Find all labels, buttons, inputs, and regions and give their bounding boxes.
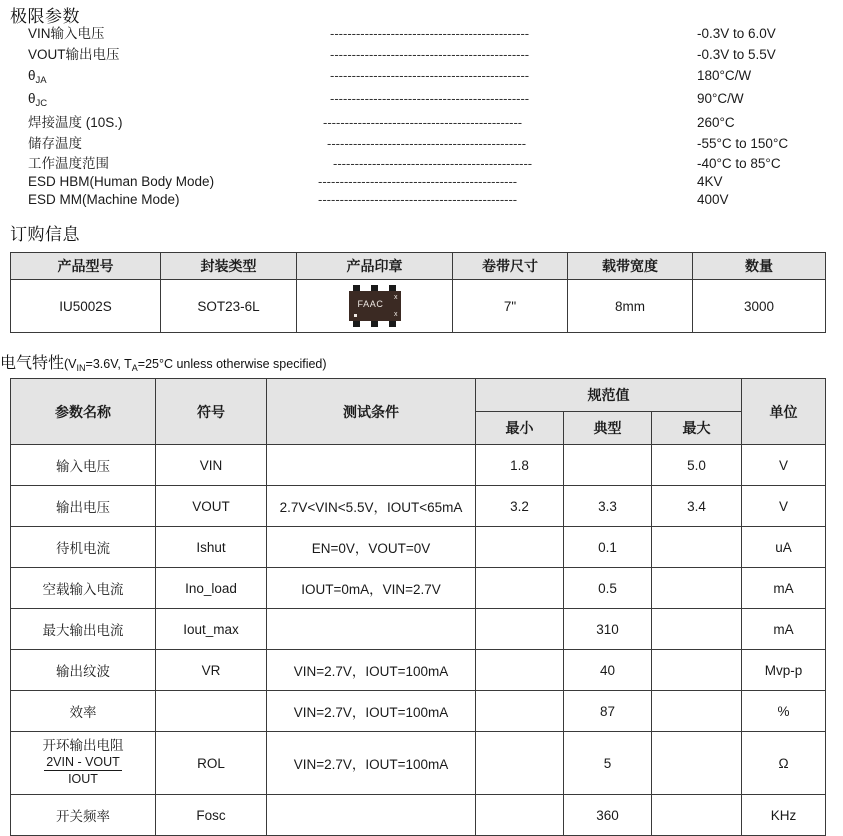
ec-cell-typ: 310	[564, 609, 652, 650]
ec-cell-typ: 87	[564, 691, 652, 732]
ec-cell-symbol: Ino_load	[156, 568, 267, 609]
rating-parameter-label: 储存温度	[28, 136, 82, 151]
electrical-characteristics-heading: 电气特性	[0, 355, 65, 372]
table-row	[11, 568, 826, 609]
rating-parameter-label: VIN输入电压	[28, 26, 105, 41]
ec-cell-typ: 5	[564, 732, 652, 795]
ec-cell-parameter: 最大输出电流	[11, 609, 156, 650]
rating-value: -0.3V to 5.5V	[697, 47, 776, 62]
ec-cell-parameter: 空载输入电流	[11, 568, 156, 609]
ec-cell-symbol	[156, 691, 267, 732]
ec-header-typ: 典型	[564, 412, 652, 445]
absolute-max-rating-row	[0, 172, 843, 192]
ordering-information-table	[10, 252, 826, 333]
package-marking-x-bottom: x	[394, 311, 398, 318]
ec-cell-parameter: 输出电压	[11, 486, 156, 527]
ec-header-test-conditions: 测试条件	[267, 379, 476, 445]
ordering-header-part-number: 产品型号	[11, 253, 161, 280]
ec-cell-min	[476, 691, 564, 732]
absolute-max-rating-row	[0, 66, 843, 86]
table-row	[11, 795, 826, 836]
cond-sub-a: A	[131, 363, 138, 373]
absolute-max-rating-row	[0, 113, 843, 133]
electrical-characteristics-table	[10, 378, 826, 836]
ec-header-min: 最小	[476, 412, 564, 445]
ec-header-row-1	[11, 379, 826, 412]
parameter-with-formula	[11, 738, 155, 788]
absolute-max-rating-row	[0, 154, 843, 174]
table-row	[11, 650, 826, 691]
absolute-maximum-ratings-title: 极限参数	[10, 7, 80, 26]
ec-cell-max: 5.0	[652, 445, 742, 486]
ec-parameter-label: 开环输出电阻	[42, 737, 124, 753]
absolute-max-rating-row	[0, 89, 843, 109]
ec-cell-symbol: Fosc	[156, 795, 267, 836]
ordering-header-tape-width: 载带宽度	[568, 253, 693, 280]
table-row	[11, 732, 826, 795]
ec-cell-unit: mA	[742, 609, 826, 650]
rating-dotted-leader: ----------------------------------------------	[330, 26, 530, 41]
package-marking-text: FAAC	[357, 299, 384, 309]
rating-dotted-leader: ----------------------------------------------	[318, 174, 518, 189]
ec-cell-symbol: VIN	[156, 445, 267, 486]
ec-cell-parameter: 输入电压	[11, 445, 156, 486]
table-row	[11, 280, 826, 333]
ec-cell-unit: Ω	[742, 732, 826, 795]
cond-sub-in: IN	[76, 363, 86, 373]
ordering-cell-marking	[297, 280, 453, 333]
ordering-cell-tape-width: 8mm	[568, 280, 693, 333]
ec-cell-unit: V	[742, 445, 826, 486]
rating-parameter-subscript: JA	[35, 75, 47, 86]
package-marking-x-top: x	[394, 294, 398, 301]
rating-dotted-leader: ----------------------------------------------	[327, 136, 527, 151]
ec-cell-max	[652, 609, 742, 650]
ec-cell-test-conditions: VIN=2.7V，IOUT=100mA	[267, 650, 476, 691]
ordering-cell-quantity: 3000	[693, 280, 826, 333]
absolute-max-rating-row	[0, 190, 843, 210]
rating-parameter-label: 工作温度范围	[28, 156, 109, 171]
ec-cell-test-conditions	[267, 609, 476, 650]
ordering-header-reel-size: 卷带尺寸	[453, 253, 568, 280]
ec-cell-min	[476, 795, 564, 836]
cond-suffix: =25°C unless otherwise specified)	[137, 357, 327, 371]
rating-value: -55°C to 150°C	[697, 136, 789, 151]
ec-cell-symbol: Iout_max	[156, 609, 267, 650]
ec-cell-min: 1.8	[476, 445, 564, 486]
ec-cell-test-conditions	[267, 445, 476, 486]
rating-dotted-leader: ----------------------------------------------	[333, 156, 533, 171]
ec-cell-min	[476, 732, 564, 795]
absolute-max-rating-row	[0, 134, 843, 154]
ec-cell-min	[476, 527, 564, 568]
table-row	[11, 691, 826, 732]
absolute-max-rating-row	[0, 24, 843, 44]
ec-cell-min	[476, 650, 564, 691]
formula-denominator: IOUT	[68, 772, 98, 787]
package-pin1-dot	[354, 314, 357, 317]
rating-value: 180°C/W	[697, 68, 752, 83]
ec-cell-typ: 3.3	[564, 486, 652, 527]
ec-header-parameter: 参数名称	[11, 379, 156, 445]
rating-dotted-leader: ----------------------------------------------	[330, 91, 530, 106]
ec-cell-unit: %	[742, 691, 826, 732]
table-row	[11, 445, 826, 486]
ec-cell-min: 3.2	[476, 486, 564, 527]
rating-value: -40°C to 85°C	[697, 156, 781, 171]
ec-cell-typ: 0.1	[564, 527, 652, 568]
absolute-maximum-ratings-section	[0, 0, 843, 207]
ec-cell-test-conditions: EN=0V，VOUT=0V	[267, 527, 476, 568]
ordering-cell-package-type: SOT23-6L	[161, 280, 297, 333]
rating-value: 90°C/W	[697, 91, 744, 106]
ordering-header-quantity: 数量	[693, 253, 826, 280]
ec-header-spec-group: 规范值	[476, 379, 742, 412]
ec-cell-symbol: VR	[156, 650, 267, 691]
ec-cell-unit: uA	[742, 527, 826, 568]
ec-cell-max: 3.4	[652, 486, 742, 527]
formula-numerator: 2VIN - VOUT	[44, 755, 122, 771]
ec-cell-parameter: 输出纹波	[11, 650, 156, 691]
ec-cell-unit: Mvp-p	[742, 650, 826, 691]
ec-cell-test-conditions: 2.7V<VIN<5.5V，IOUT<65mA	[267, 486, 476, 527]
electrical-characteristics-body	[11, 445, 826, 836]
ec-cell-unit: mA	[742, 568, 826, 609]
table-row	[11, 527, 826, 568]
ordering-table-header-row	[11, 253, 826, 280]
ec-header-symbol: 符号	[156, 379, 267, 445]
rating-parameter-label: ESD HBM(Human Body Mode)	[28, 174, 215, 189]
rating-parameter-subscript: JC	[35, 98, 48, 109]
ordering-cell-reel-size: 7"	[453, 280, 568, 333]
ec-header-max: 最大	[652, 412, 742, 445]
ordering-information-title: 订购信息	[10, 225, 80, 244]
ec-cell-test-conditions: IOUT=0mA，VIN=2.7V	[267, 568, 476, 609]
rating-parameter-label: 焊接温度 (10S.)	[28, 115, 123, 130]
ec-cell-typ: 360	[564, 795, 652, 836]
ec-cell-parameter: 待机电流	[11, 527, 156, 568]
ec-cell-max	[652, 732, 742, 795]
ec-cell-test-conditions	[267, 795, 476, 836]
ec-cell-symbol: ROL	[156, 732, 267, 795]
rating-value: 260°C	[697, 115, 735, 130]
table-row	[11, 486, 826, 527]
ec-cell-typ: 40	[564, 650, 652, 691]
absolute-max-rating-row	[0, 45, 843, 65]
electrical-characteristics-conditions	[64, 357, 327, 371]
rating-parameter-label: ESD MM(Machine Mode)	[28, 192, 180, 207]
cond-mid: =3.6V, T	[85, 357, 132, 371]
ec-cell-max	[652, 691, 742, 732]
rating-dotted-leader: ----------------------------------------------	[330, 47, 530, 62]
ec-cell-unit: KHz	[742, 795, 826, 836]
rating-dotted-leader: ----------------------------------------------	[318, 192, 518, 207]
ec-cell-test-conditions: VIN=2.7V，IOUT=100mA	[267, 691, 476, 732]
rating-value: 400V	[697, 192, 729, 207]
ec-cell-max	[652, 795, 742, 836]
ec-cell-max	[652, 527, 742, 568]
ordering-header-package-type: 封装类型	[161, 253, 297, 280]
rating-parameter-label: $\theta_{JC}$	[28, 91, 48, 109]
ec-cell-parameter: 效率	[11, 691, 156, 732]
rating-value: -0.3V to 6.0V	[697, 26, 776, 41]
ec-cell-parameter: 开关频率	[11, 795, 156, 836]
ec-cell-min	[476, 609, 564, 650]
ec-cell-max	[652, 650, 742, 691]
sot23-6l-package-icon	[344, 285, 406, 327]
cond-prefix: (V	[64, 357, 77, 371]
ordering-header-marking: 产品印章	[297, 253, 453, 280]
electrical-characteristics-title	[0, 350, 700, 373]
ec-cell-test-conditions: VIN=2.7V，IOUT=100mA	[267, 732, 476, 795]
ec-cell-unit: V	[742, 486, 826, 527]
rating-dotted-leader: ----------------------------------------------	[330, 68, 530, 83]
ec-cell-typ: 0.5	[564, 568, 652, 609]
ec-cell-symbol: VOUT	[156, 486, 267, 527]
rating-parameter-label: VOUT输出电压	[28, 47, 120, 62]
ec-header-unit: 单位	[742, 379, 826, 445]
table-row	[11, 609, 826, 650]
ec-cell-max	[652, 568, 742, 609]
open-loop-resistance-formula	[44, 755, 122, 787]
ec-cell-typ	[564, 445, 652, 486]
rating-parameter-label: $\theta_{JA}$	[28, 68, 47, 86]
ec-cell-symbol: Ishut	[156, 527, 267, 568]
rating-value: 4KV	[697, 174, 723, 189]
ec-cell-min	[476, 568, 564, 609]
package-body	[349, 291, 401, 321]
rating-dotted-leader: ----------------------------------------------	[323, 115, 523, 130]
ec-cell-parameter	[11, 732, 156, 795]
ordering-cell-part-number: IU5002S	[11, 280, 161, 333]
